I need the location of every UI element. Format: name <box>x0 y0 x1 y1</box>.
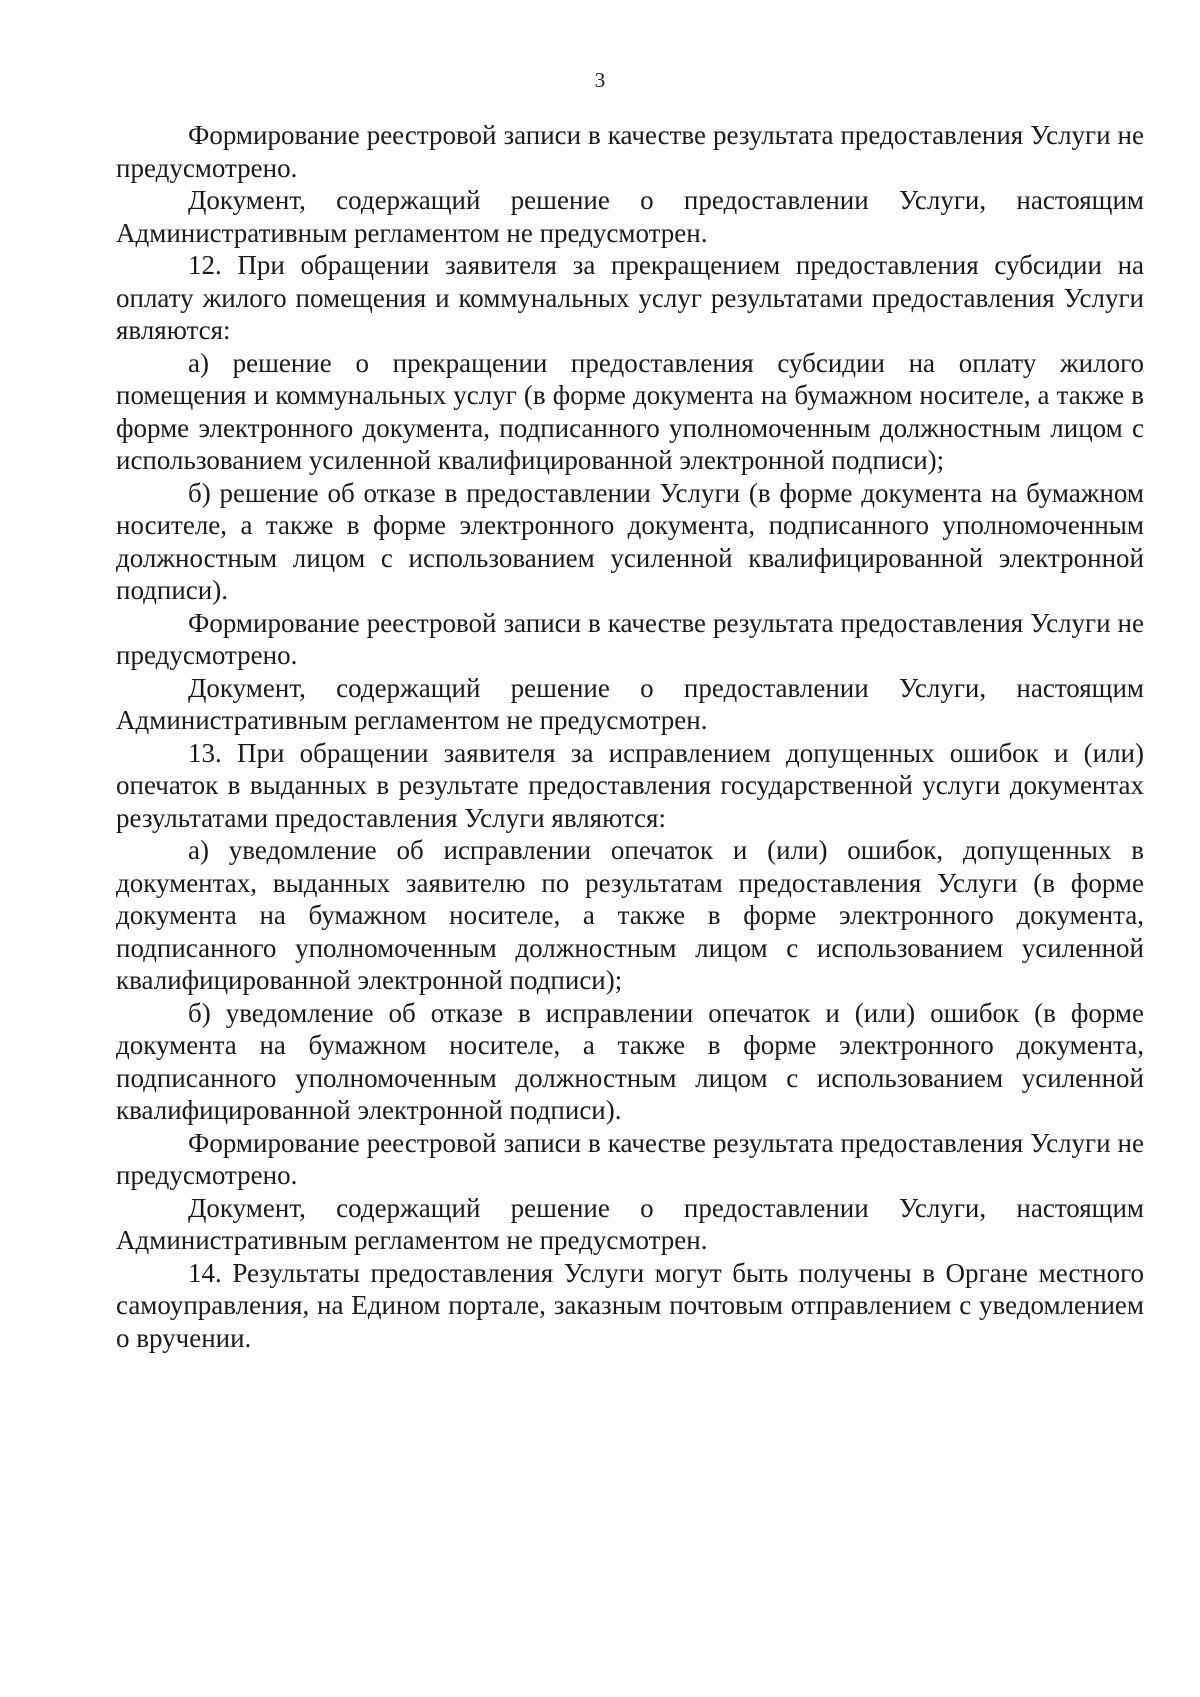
paragraph-item-12-a: а) решение о прекращении предоставления субсидии на оплату жилого помещения и коммунальных услуг (в форме документа на бумажном носителе, а также в форме электронного документа, подписанного уполномоченным должностным лицом с использованием усиленной квалифицированной электронной подписи); <box>116 347 1144 475</box>
document-body <box>116 119 1144 1354</box>
paragraph-registry-record-1: Формирование реестровой записи в качестве результата предоставления Услуги не предусмотрено. <box>116 120 1144 183</box>
paragraph-item-12-b: б) решение об отказе в предоставлении Услуги (в форме документа на бумажном носителе, а также в форме электронного документа, подписанного уполномоченным должностным лицом с использованием усиленной квалифицированной электронной подписи). <box>116 477 1144 605</box>
paragraph-item-13-a: а) уведомление об исправлении опечаток и (или) ошибок, допущенных в документах, выданных заявителю по результатам предоставления Услуги (в форме документа на бумажном носителе, а также в форме электронного документа, подписанного уполномоченным должностным лицом с использованием усиленной квалифицированной электронной подписи); <box>116 835 1144 995</box>
paragraph-item-14: 14. Результаты предоставления Услуги могут быть получены в Органе местного самоуправления, на Едином портале, заказным почтовым отправлением с уведомлением о вручении. <box>116 1257 1144 1353</box>
paragraph-decision-document-2: Документ, содержащий решение о предоставлении Услуги, настоящим Административным регламентом не предусмотрен. <box>116 672 1144 735</box>
paragraph-registry-record-3: Формирование реестровой записи в качестве результата предоставления Услуги не предусмотрено. <box>116 1127 1144 1190</box>
paragraph-item-12: 12. При обращении заявителя за прекращением предоставления субсидии на оплату жилого помещения и коммунальных услуг результатами предоставления Услуги являются: <box>116 250 1144 345</box>
paragraph-registry-record-2: Формирование реестровой записи в качестве результата предоставления Услуги не предусмотрено. <box>116 607 1144 670</box>
paragraph-decision-document-3: Документ, содержащий решение о предоставлении Услуги, настоящим Административным регламентом не предусмотрен. <box>116 1192 1144 1255</box>
page-number: 3 <box>594 68 606 92</box>
paragraph-decision-document-1: Документ, содержащий решение о предоставлении Услуги, настоящим Административным регламентом не предусмотрен. <box>116 185 1144 248</box>
paragraph-item-13-b: б) уведомление об отказе в исправлении опечаток и (или) ошибок (в форме документа на бумажном носителе, а также в форме электронного документа, подписанного уполномоченным должностным лицом с использованием усиленной квалифицированной электронной подписи). <box>116 997 1144 1125</box>
paragraph-item-13: 13. При обращении заявителя за исправлением допущенных ошибок и (или) опечаток в выданных в результате предоставления государственной услуги документах результатами предоставления Услуги являются: <box>116 737 1144 833</box>
